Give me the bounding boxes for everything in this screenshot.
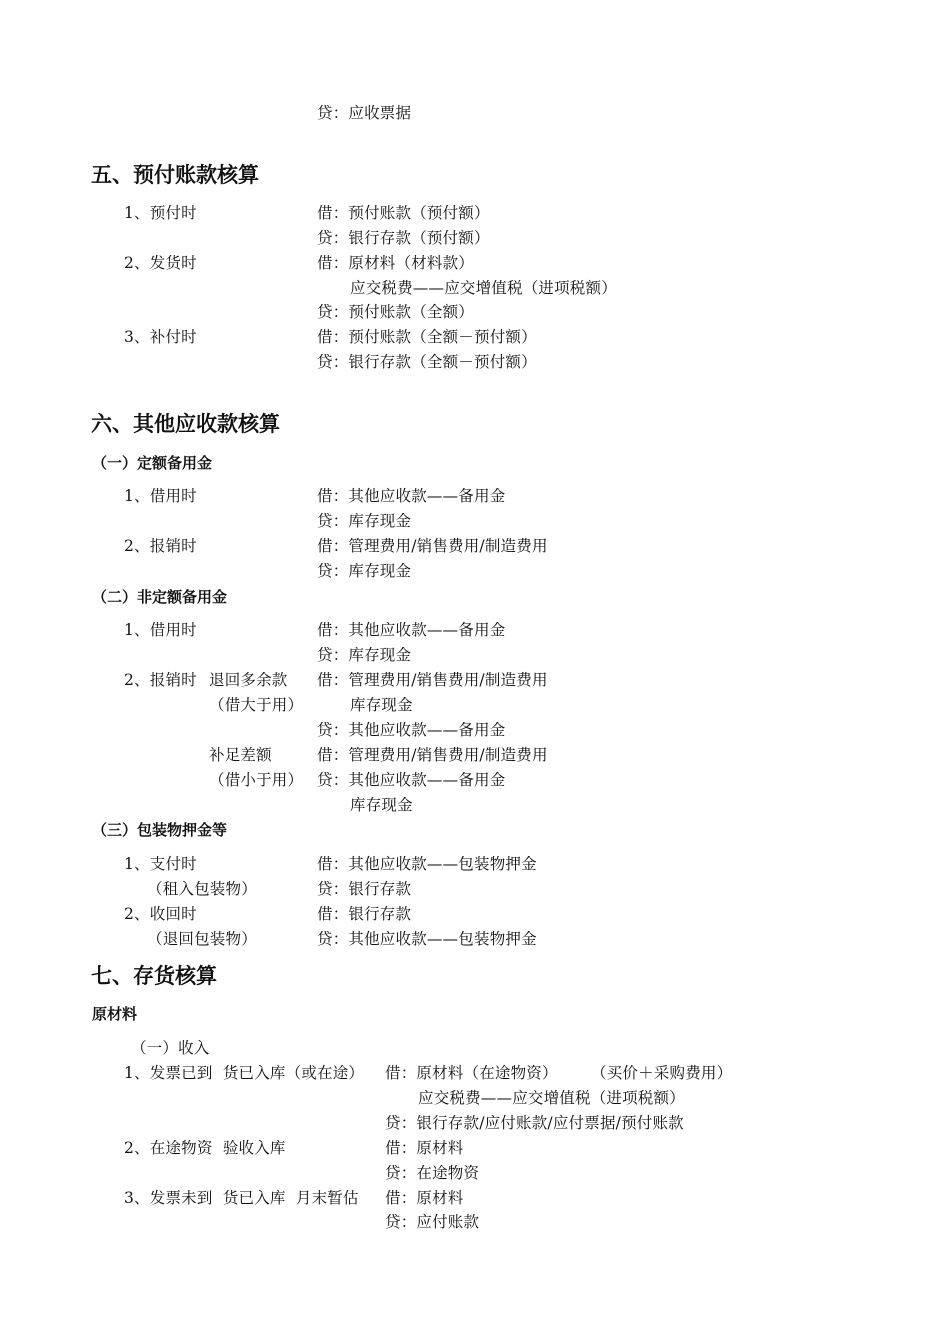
entry-debit: 借：原材料（材料款）	[317, 254, 475, 272]
entry-debit: 借：其他应收款——包装物押金	[317, 855, 537, 873]
step-label: 1、支付时	[124, 855, 197, 873]
entry-line: 库存现金	[350, 796, 413, 814]
entry-debit: 借：原材料（在途物资）	[385, 1064, 558, 1082]
subsection-title: （三）包装物押金等	[92, 821, 228, 839]
entry-note: （买价＋采购费用）	[591, 1064, 733, 1082]
entry-debit: 借：原材料	[385, 1139, 464, 1157]
entry-credit: 贷：应收票据	[317, 104, 412, 122]
entry-debit: 借：其他应收款——备用金	[317, 621, 506, 639]
section-title-5: 五、预付账款核算	[91, 163, 259, 187]
entry-credit: 贷：在途物资	[385, 1164, 480, 1182]
entry-credit: 贷：银行存款（全额－预付额）	[317, 353, 537, 371]
entry-debit: 借：预付账款（全额－预付额）	[317, 328, 537, 346]
entry-debit: 借：银行存款	[317, 905, 412, 923]
entry-credit: 贷：银行存款（预付额）	[317, 229, 490, 247]
entry-credit: 贷：其他应收款——备用金	[317, 721, 506, 739]
entry-debit: 借：其他应收款——备用金	[317, 487, 506, 505]
entry-credit: 贷：银行存款	[317, 880, 412, 898]
case-note: （借大于用）	[209, 696, 304, 714]
entry-credit: 贷：银行存款/应付账款/应付票据/预付账款	[385, 1114, 684, 1132]
subsection-title: （一）定额备用金	[92, 454, 213, 472]
section-title-7: 七、存货核算	[91, 964, 217, 988]
entry-credit: 贷：应付账款	[385, 1213, 480, 1231]
entry-credit: 贷：库存现金	[317, 512, 412, 530]
entry-debit: 借：管理费用/销售费用/制造费用	[317, 671, 548, 689]
entry-line: 库存现金	[350, 696, 413, 714]
step-label: 1、发票已到 货已入库（或在途）	[124, 1064, 365, 1082]
step-label: 2、在途物资 验收入库	[124, 1139, 286, 1157]
entry-debit: 借：原材料	[385, 1189, 464, 1207]
case-label: 补足差额	[209, 746, 272, 764]
entry-credit: 贷：预付账款（全额）	[317, 303, 475, 321]
step-note: （退回包装物）	[147, 930, 257, 948]
entry-credit: 贷：其他应收款——备用金	[317, 771, 506, 789]
step-label: 1、预付时	[124, 204, 197, 222]
step-label: 2、发货时	[124, 254, 197, 272]
entry-credit: 贷：库存现金	[317, 562, 412, 580]
step-label: 2、收回时	[124, 905, 197, 923]
step-label: 1、借用时	[124, 621, 197, 639]
entry-debit: 借：预付账款（预付额）	[317, 204, 490, 222]
category-label: （一）收入	[131, 1039, 210, 1057]
entry-line: 应交税费——应交增值税（进项税额）	[418, 1089, 685, 1107]
entry-credit: 贷：库存现金	[317, 646, 412, 664]
subsection-title: （二）非定额备用金	[92, 588, 228, 606]
step-label: 2、报销时	[124, 671, 197, 689]
subsection-title: 原材料	[92, 1005, 138, 1023]
entry-credit: 贷：其他应收款——包装物押金	[317, 930, 537, 948]
entry-line: 应交税费——应交增值税（进项税额）	[350, 279, 617, 297]
case-label: 退回多余款	[209, 671, 288, 689]
step-label: 2、报销时	[124, 537, 197, 555]
entry-debit: 借：管理费用/销售费用/制造费用	[317, 537, 548, 555]
step-label: 3、补付时	[124, 328, 197, 346]
step-label: 3、发票未到 货已入库 月末暂估	[124, 1189, 359, 1207]
section-title-6: 六、其他应收款核算	[91, 412, 280, 436]
step-note: （租入包装物）	[147, 880, 257, 898]
entry-debit: 借：管理费用/销售费用/制造费用	[317, 746, 548, 764]
case-note: （借小于用）	[209, 771, 304, 789]
step-label: 1、借用时	[124, 487, 197, 505]
